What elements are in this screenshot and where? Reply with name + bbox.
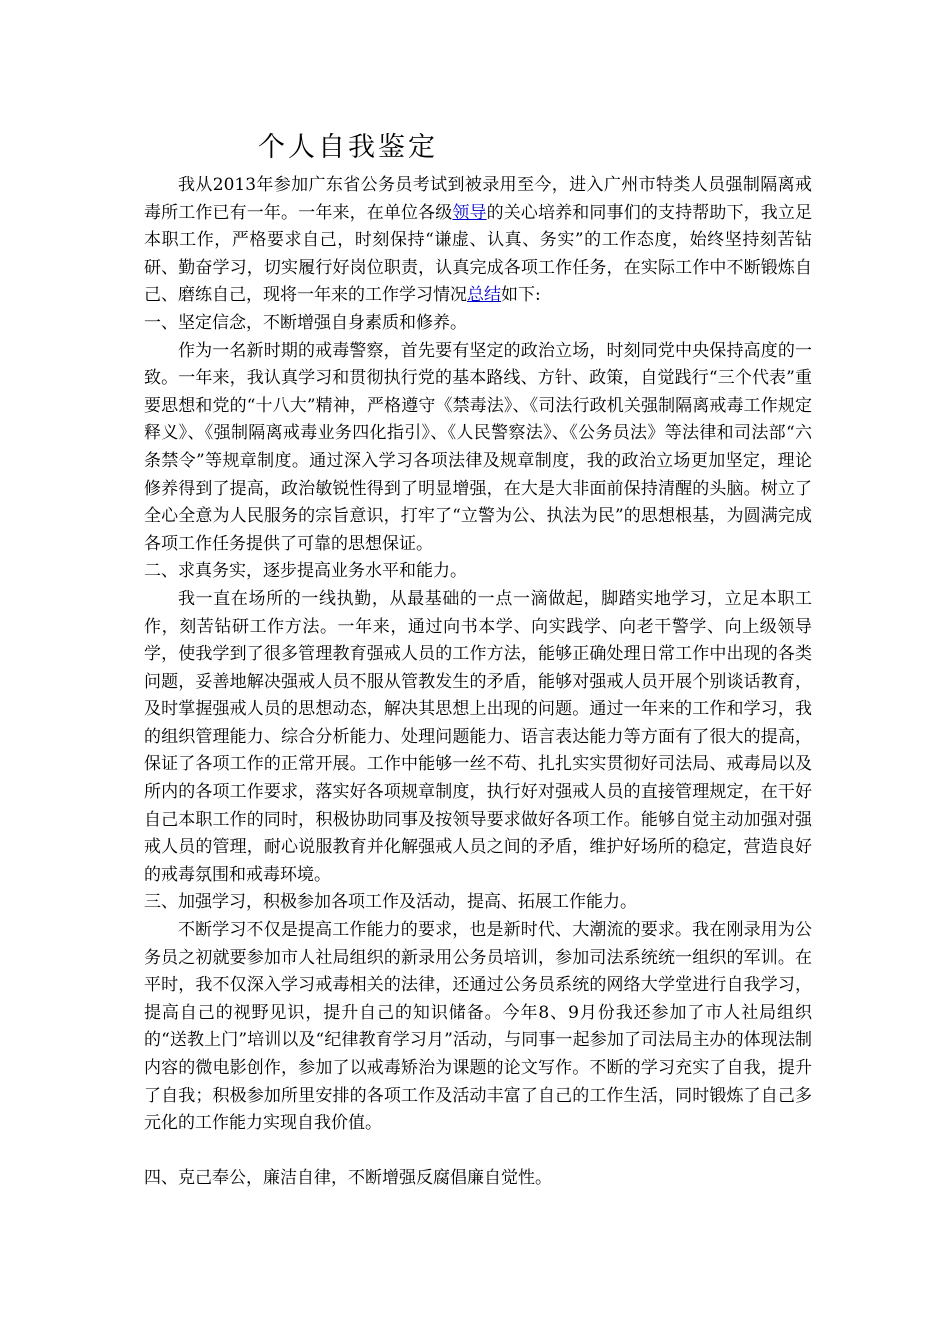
section-2-heading: 二、求真务实，逐步提高业务水平和能力。 (144, 561, 467, 582)
intro-paragraph (144, 172, 812, 310)
link-summary[interactable]: 总结 (467, 285, 501, 306)
intro-text-2: 的关心培养和同事们的支持帮助下，我立足本职工作，严格要求自己，时刻保持“谦虚、认真、务实”的工作态度，始终坚持刻苦钻研、勤奋学习，切实履行好岗位职责，认真完成各项工作任务，在实际工作中不断锻炼自己、磨练自己，现将一年来的工作学习情况 (144, 202, 813, 306)
section-3-body: 不断学习不仅是提高工作能力的要求，也是新时代、大潮流的要求。我在刚录用为公务员之初就要参加市人社局组织的新录用公务员培训，参加司法系统统一组织的军训。在平时，我不仅深入学习戒毒相关的法律，还通过公务员系统的网络大学堂进行自我学习，提高自己的视野见识，提升自己的知识储备。今年8、9月份我还参加了市人社局组织的“送教上门”培训以及“纪律教育学习月”活动，与同事一起参加了司法局主办的体现法制内容的微电影创作，参加了以戒毒矫治为课题的论文写作。不断的学习充实了自我，提升了自我；积极参加所里安排的各项工作及活动丰富了自己的工作生活，同时锻炼了自己多元化的工作能力实现自我价值。 (144, 920, 812, 1134)
section-1-heading: 一、坚定信念，不断增强自身素质和修养。 (144, 312, 467, 333)
section-1-body: 作为一名新时期的戒毒警察，首先要有坚定的政治立场，时刻同党中央保持高度的一致。一年来，我认真学习和贯彻执行党的基本路线、方针、政策，自觉践行“三个代表”重要思想和党的“十八大”精神，严格遵守《禁毒法》、《司法行政机关强制隔离戒毒工作规定释义》、《强制隔离戒毒业务四化指引》、《人民警察法》、《公务员法》等法律和司法部“六条禁令”等规章制度。通过深入学习各项法律及规章制度，我的政治立场更加坚定，理论修养得到了提高，政治敏锐性得到了明显增强，在大是大非面前保持清醒的头脑。树立了全心全意为人民服务的宗旨意识，打牢了“立警为公、执法为民”的思想根基，为圆满完成各项工作任务提供了可靠的思想保证。 (144, 340, 812, 554)
section-3-heading: 三、加强学习，积极参加各项工作及活动，提高、拓展工作能力。 (144, 892, 637, 913)
blank-line (144, 1138, 812, 1166)
section-4-heading: 四、克己奉公，廉洁自律，不断增强反腐倡廉自觉性。 (144, 1168, 552, 1189)
document-body (144, 172, 812, 1193)
section-2-body: 我一直在场所的一线执勤，从最基础的一点一滴做起，脚踏实地学习，立足本职工作，刻苦钻研工作方法。一年来，通过向书本学、向实践学、向老干警学、向上级领导学，使我学到了很多管理教育强戒人员的工作方法，能够正确处理日常工作中出现的各类问题，妥善地解决强戒人员不服从管教发生的矛盾，能够对强戒人员开展个别谈话教育，及时掌握强戒人员的思想动态，解决其思想上出现的问题。通过一年来的工作和学习，我的组织管理能力、综合分析能力、处理问题能力、语言表达能力等方面有了很大的提高，保证了各项工作的正常开展。工作中能够一丝不苟、扎扎实实贯彻好司法局、戒毒局以及所内的各项工作要求，落实好各项规章制度，执行好对强戒人员的直接管理规定，在干好自己本职工作的同时，积极协助同事及按领导要求做好各项工作。能够自觉主动加强对强戒人员的管理，耐心说服教育并化解强戒人员之间的矛盾，维护好场所的稳定，营造良好的戒毒氛围和戒毒环境。 (144, 588, 812, 885)
link-leadership[interactable]: 领导 (452, 202, 487, 223)
intro-text-1: 我从2013年参加广东省公务员考试到被录用至今，进入广州市特类人员强制隔离戒毒所工作已有一年。一年来，在单位各级 (144, 175, 812, 223)
document-title: 个人自我鉴定 (258, 132, 438, 163)
intro-text-3: 如下: (501, 285, 541, 306)
